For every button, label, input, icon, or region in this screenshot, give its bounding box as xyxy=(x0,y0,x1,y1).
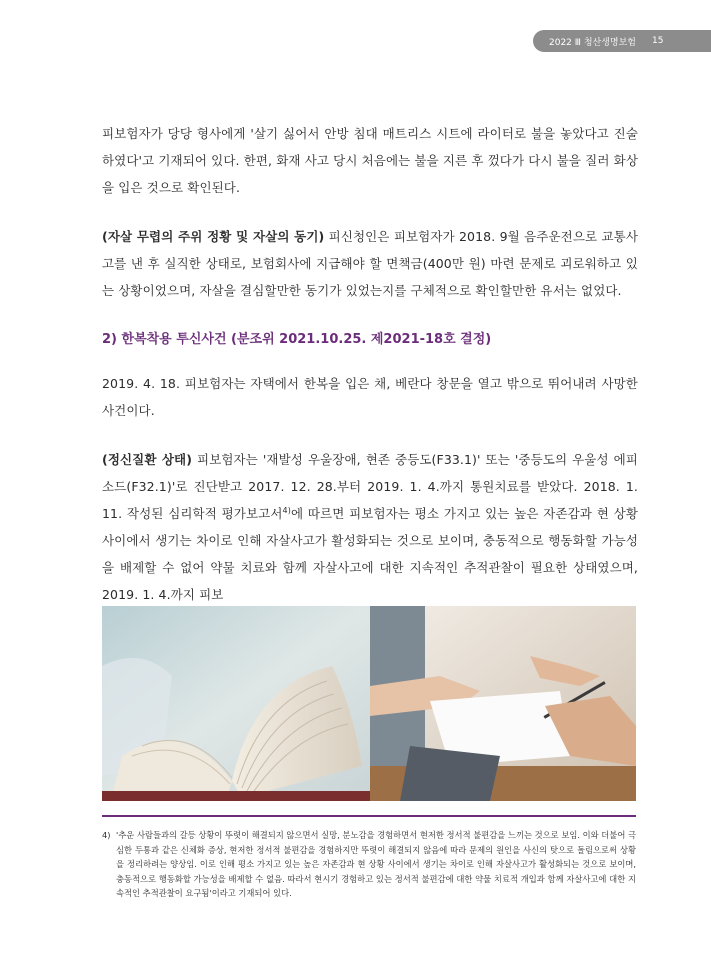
photo-strip xyxy=(102,606,636,801)
running-header xyxy=(533,30,711,52)
paragraph-2 xyxy=(102,223,638,304)
footnote xyxy=(102,828,636,901)
footnote-text: '추운 사람들과의 갈등 상황이 뚜렷이 해결되지 않으면서 실망, 분노감을 경험하면서 현저한 정서적 불편감을 느끼는 것으로 보임. 이와 더불어 극심한 두통과 같은 신체화 증상, 현저한 정서적 불편감을 경험하지만 뚜렷이 해결되지 않음에 따라 문제의 원인을 사신의 탓으로 돌림으로써 상황을 정리하려는 양상임. 이로 인해 평소 가지고 있는 높은 자존감과 현 상황 사이에서 생기는 차이로 인해 자살사고가 활성화되는 것으로 보이며, 충동적으로 행동화할 가능성을 배제할 수 없음. 따라서 현시기 경험하고 있는 정서적 불편감에 대한 약물 치료적 개입과 함께 자살사고에 대한 지속적인 추적관찰이 요구됨'이라고 기재되어 있다. xyxy=(116,830,637,899)
paragraph-2-lead: (자살 무렵의 주위 정황 및 자살의 동기) xyxy=(102,229,325,244)
paragraph-4 xyxy=(102,446,638,608)
footnote-ref: 4) xyxy=(282,505,291,515)
handshake-contract-photo xyxy=(370,606,636,801)
paragraph-3: 2019. 4. 18. 피보험자는 자택에서 한복을 입은 채, 베란다 창문을 열고 밖으로 뛰어내려 사망한 사건이다. xyxy=(102,376,638,418)
paragraph-4-text-a: 피보험자는 '재발성 우울장애, 현존 중등도(F33.1)' 또는 '중등도의 우울성 에피소드(F32.1)'로 진단받고 2017. 12. 28.부터 2019. 1. 4.까지 통원치료를 받았다. 2018. 1. 11. 작성된 심리학적 평가보고서 xyxy=(102,452,638,521)
body-content xyxy=(102,120,638,608)
footnote-divider xyxy=(102,815,636,817)
section-heading: 2) 한복착용 투신사건 (분조위 2021.10.25. 제2021-18호 결정) xyxy=(102,332,492,347)
paragraph-2-text: 피신청인은 피보험자가 2018. 9월 음주운전으로 교통사고를 낸 후 실직한 상태로, 보험회사에 지급해야 할 면책금(400만 원) 마련 문제로 괴로워하고 있는 상황이었으며, 자살을 결심할만한 동기가 있었는지를 구체적으로 확인할만한 유서는 없었다. xyxy=(102,229,638,298)
paragraph-1: 피보험자가 당당 형사에게 '살기 싫어서 안방 침대 매트리스 시트에 라이터로 불을 놓았다고 진술하였다'고 기재되어 있다. 한편, 화재 사고 당시 처음에는 불을 지른 후 껐다가 다시 불을 질러 화상을 입은 것으로 확인된다. xyxy=(102,126,638,195)
open-book-photo xyxy=(102,606,370,801)
paragraph-4-lead: (정신질환 상태) xyxy=(102,452,193,467)
footnote-number: 4) xyxy=(102,830,111,840)
running-header-title: 2022 Ⅲ 청산생명보험 xyxy=(549,37,636,48)
page-number: 15 xyxy=(652,36,664,46)
paragraph-4-text-b: 에 따르면 피보험자는 평소 가지고 있는 높은 자존감과 현 상황 사이에서 생기는 차이로 인해 자살사고가 활성화되는 것으로 보이며, 충동적으로 행동화할 가능성을 배제할 수 없어 약물 치료와 함께 자살사고에 대한 지속적인 추적관찰이 필요한 상태였으며, 2019. 1. 4.까지 피보 xyxy=(102,506,638,602)
